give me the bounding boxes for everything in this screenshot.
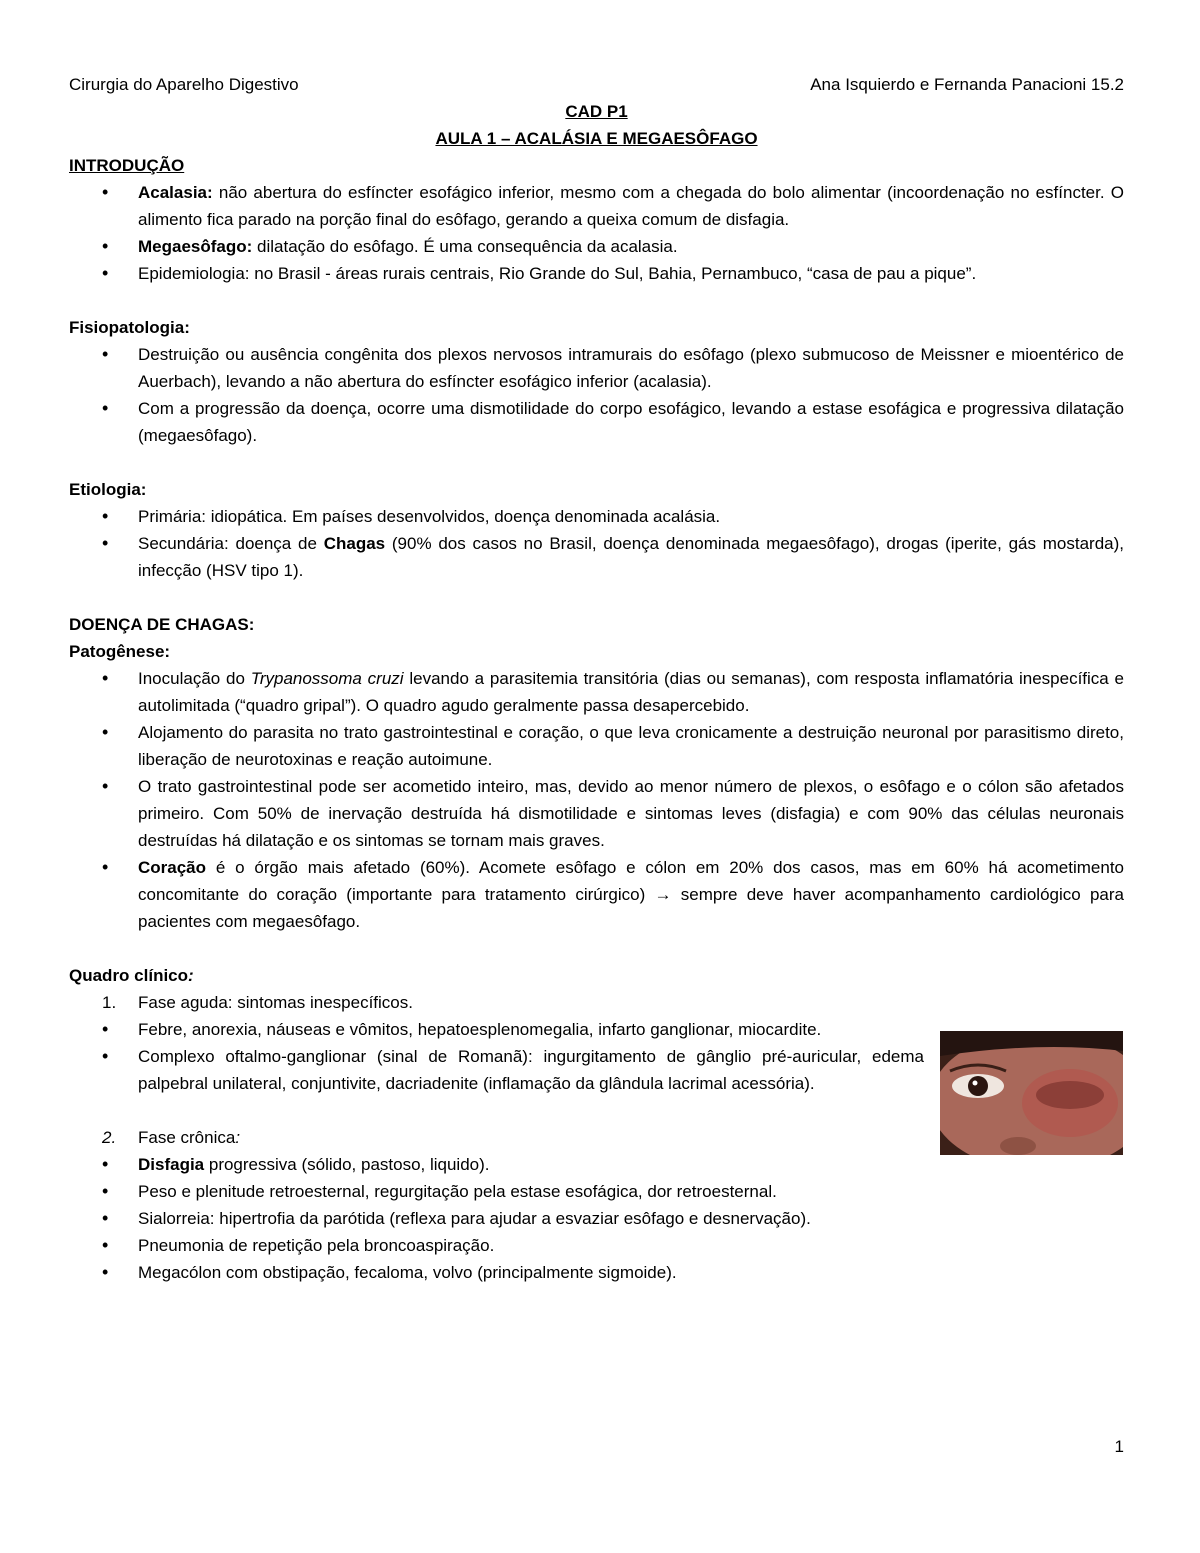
numbered-item xyxy=(69,989,924,1016)
list-item xyxy=(69,233,1124,260)
lecture-title: AULA 1 – ACALÁSIA E MEGAESÔFAGO xyxy=(435,129,758,148)
list-item xyxy=(69,179,1124,233)
list-item: • Megacólon com obstipação, fecaloma, volvo (principalmente sigmoide). xyxy=(69,1259,1124,1286)
text: levando a parasitemia transitória (dias ou semanas), com resposta inflamatória inespecífica e autolimitada (“quadro gripal”). O quadro agudo geralmente passa desapercebido. xyxy=(138,669,1124,715)
page-header xyxy=(69,71,1124,98)
text: Secundária: doença de xyxy=(138,534,324,553)
list-item: • Peso e plenitude retroesternal, regurgitação pela estase esofágica, dor retroesternal. xyxy=(69,1178,1124,1205)
term: Megaesôfago: xyxy=(138,237,253,256)
text: Fase aguda: sintomas inespecíficos. xyxy=(138,993,413,1012)
heading-colon: : xyxy=(188,966,194,985)
list-item xyxy=(69,665,1124,719)
heading-text: Quadro clínico xyxy=(69,966,189,985)
term: Chagas xyxy=(323,534,386,553)
term: Coração xyxy=(138,858,207,877)
quadro-heading xyxy=(69,962,1124,989)
page-number: 1 xyxy=(1114,1437,1124,1456)
list-item xyxy=(69,530,1124,584)
list-item: • Complexo oftalmo-ganglionar (sinal de Romanã): ingurgitamento de gânglio pré-auricular, edema palpebral unilateral, conjuntivite, dacriadenite (inflamação da glândula lacrimal acessória). xyxy=(69,1043,924,1097)
text: (90% dos casos no Brasil, doença denominada megaesôfago), drogas (iperite, gás mostarda), infecção (HSV tipo 1). xyxy=(138,534,1124,580)
etio-list xyxy=(69,503,1124,584)
text: é o órgão mais afetado (60%). Acomete esôfago e cólon em 20% dos casos, mas em 60% há acometimento concomitante do coração (importante para tratamento cirúrgico) → sempre deve haver acompanhamento cardiológico para pacientes com megaesôfago. xyxy=(138,858,1124,931)
list-item xyxy=(69,1151,1124,1178)
text: Fase crônica xyxy=(138,1128,236,1147)
etio-heading: Etiologia: xyxy=(69,480,147,499)
fase-aguda-list xyxy=(69,989,924,1097)
list-item: • Primária: idiopática. Em países desenvolvidos, doença denominada acalásia. xyxy=(69,503,1124,530)
colon: : xyxy=(235,1128,241,1147)
patogenese-list xyxy=(69,665,1124,935)
header-course: Cirurgia do Aparelho Digestivo xyxy=(69,75,299,94)
document-title: CAD P1 xyxy=(565,102,628,121)
definition: dilatação do esôfago. É uma consequência da acalasia. xyxy=(252,237,678,256)
term: Acalasia: xyxy=(138,183,213,202)
list-item: • Com a progressão da doença, ocorre uma dismotilidade do corpo esofágico, levando a estase esofágica e progressiva dilatação (megaesôfago). xyxy=(69,395,1124,449)
romana-sign-photo xyxy=(940,1031,1123,1155)
fisio-list xyxy=(69,341,1124,449)
list-item xyxy=(69,260,1124,287)
definition: Epidemiologia: no Brasil - áreas rurais centrais, Rio Grande do Sul, Bahia, Pernambuco, “casa de pau a pique”. xyxy=(138,264,977,283)
list-item: • Alojamento do parasita no trato gastrointestinal e coração, o que leva cronicamente a destruição neuronal por parasitismo direto, liberação de neurotoxinas e reação autoimune. xyxy=(69,719,1124,773)
item-number: 1. xyxy=(102,993,117,1012)
header-authors: Ana Isquierdo e Fernanda Panacioni 15.2 xyxy=(810,75,1124,94)
list-item: • Sialorreia: hipertrofia da parótida (reflexa para ajudar a esvaziar esôfago e desnervação). xyxy=(69,1205,1124,1232)
item-number: 2. xyxy=(102,1128,117,1147)
patogenese-heading: Patogênese: xyxy=(69,642,171,661)
intro-list xyxy=(69,179,1124,287)
list-item xyxy=(69,854,1124,935)
intro-heading: INTRODUÇÃO xyxy=(69,156,185,175)
list-item: • Pneumonia de repetição pela broncoaspiração. xyxy=(69,1232,1124,1259)
chagas-heading: DOENÇA DE CHAGAS: xyxy=(69,615,255,634)
list-item: • Febre, anorexia, náuseas e vômitos, hepatoesplenomegalia, infarto ganglionar, miocardite. xyxy=(69,1016,924,1043)
fisio-heading: Fisiopatologia: xyxy=(69,318,190,337)
term: Disfagia xyxy=(138,1155,205,1174)
text: progressiva (sólido, pastoso, liquido). xyxy=(204,1155,490,1174)
definition: não abertura do esfíncter esofágico inferior, mesmo com a chegada do bolo alimentar (incoordenação no esfíncter. O alimento fica parado na porção final do esôfago, gerando a queixa comum de disfagia. xyxy=(138,183,1124,229)
text: Inoculação do xyxy=(138,669,251,688)
list-item: • Destruição ou ausência congênita dos plexos nervosos intramurais do esôfago (plexo submucoso de Meissner e mioentérico de Auerbach), levando a não abertura do esfíncter esofágico inferior (acalasia). xyxy=(69,341,1124,395)
species-name: Trypanossoma cruzi xyxy=(250,669,404,688)
list-item: • O trato gastrointestinal pode ser acometido inteiro, mas, devido ao menor número de plexos, o esôfago e o cólon são afetados primeiro. Com 50% de inervação destruída há dismotilidade e sintomas leves (disfagia) e com 90% das células neuronais destruídas há dilatação e os sintomas se tornam mais graves. xyxy=(69,773,1124,854)
